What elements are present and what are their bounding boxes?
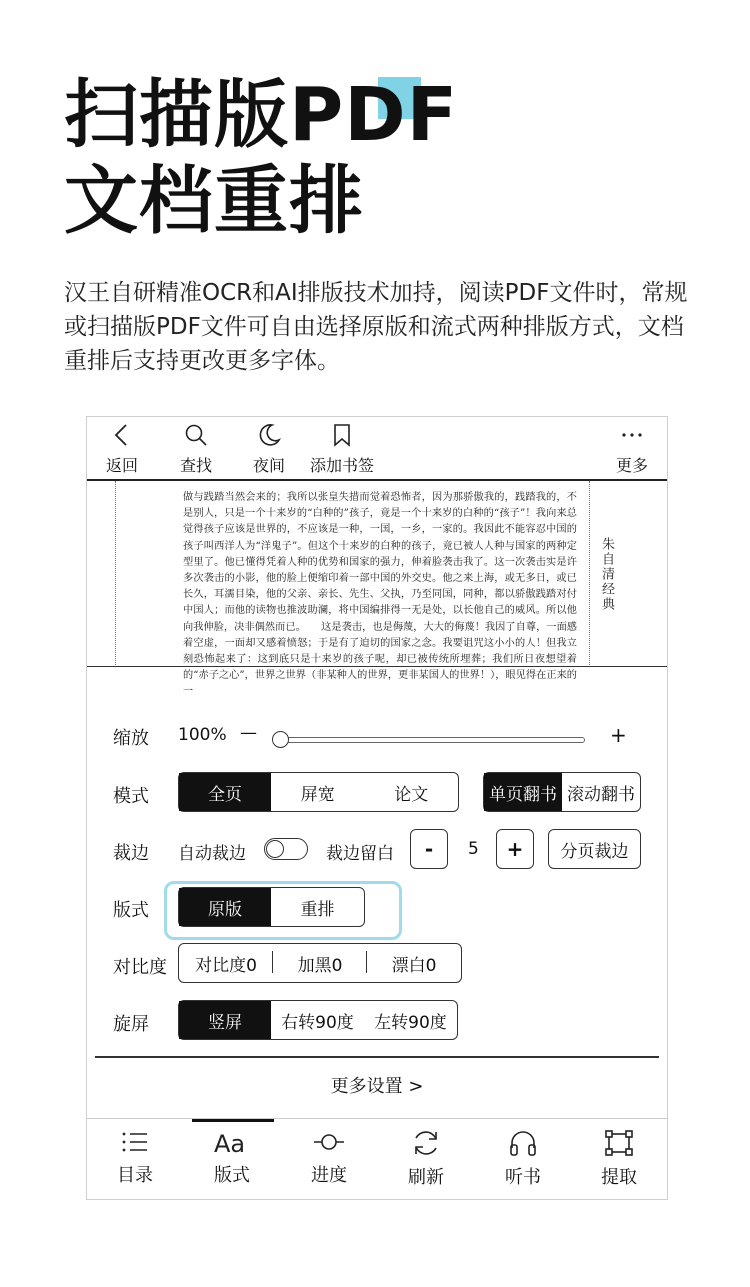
contrast-selector: [178, 943, 462, 983]
headphones-icon: [508, 1129, 538, 1157]
book-page-preview[interactable]: [87, 481, 667, 698]
nav-label-progress: 进度: [311, 1165, 347, 1186]
reader-toolbar: [87, 417, 667, 481]
intro-paragraph: 汉王自研精准OCR和AI排版技术加持，阅读PDF文件时，常规或扫描版PDF文件可自由选择原版和流式两种排版方式，文档重排后支持更改更多字体。: [64, 280, 688, 374]
split-page-crop-button[interactable]: 分页裁边: [548, 829, 641, 869]
more-button[interactable]: [607, 423, 657, 479]
auto-crop-toggle[interactable]: [264, 838, 308, 860]
nav-label-layout: 版式: [214, 1165, 250, 1186]
crop-margin-label: 裁边留白: [326, 844, 394, 864]
mode-option-paper[interactable]: 论文: [394, 784, 429, 805]
night-mode-button[interactable]: [244, 423, 294, 479]
nav-item-progress[interactable]: [281, 1119, 377, 1199]
progress-slider-icon: [313, 1129, 345, 1155]
crop-margin-increase-button[interactable]: +: [496, 829, 534, 869]
more-dots-icon: [620, 423, 644, 447]
zoom-slider-track[interactable]: [275, 737, 585, 743]
mode-option-screenwidth[interactable]: 屏宽: [300, 784, 335, 805]
zoom-label: 缩放: [113, 728, 149, 749]
darken-option[interactable]: 加黑0: [297, 955, 343, 976]
refresh-icon: [411, 1129, 441, 1157]
contrast-option[interactable]: 对比度0: [195, 955, 257, 976]
layout-label: 版式: [113, 900, 149, 921]
hero-title: [64, 72, 458, 244]
rotate-option-right90[interactable]: 右转90度: [281, 1012, 354, 1033]
layout-settings-panel: [87, 668, 667, 1058]
page-turn-selector: [483, 772, 641, 812]
layout-option-original[interactable]: 原版: [179, 888, 271, 926]
zoom-value: 100%: [178, 725, 227, 745]
rotate-selector: [178, 1000, 458, 1040]
hero-title-line2: 文档重排: [64, 158, 364, 244]
auto-crop-toggle-knob: [266, 840, 284, 858]
crop-margin-decrease-button[interactable]: -: [410, 829, 448, 869]
auto-crop-label: 自动裁边: [178, 844, 246, 864]
nav-item-listen[interactable]: [475, 1119, 571, 1199]
zoom-slider-handle[interactable]: [272, 731, 289, 748]
search-icon: [184, 423, 208, 447]
nav-label-refresh: 刷新: [408, 1167, 444, 1188]
page-margin-right: [589, 481, 590, 667]
moon-icon: [257, 423, 281, 447]
bottom-navigation: [87, 1119, 667, 1199]
page-margin-left: [115, 481, 116, 667]
search-label: 查找: [179, 456, 212, 475]
crop-label: 裁边: [113, 843, 149, 864]
single-page-option[interactable]: 单页翻书: [484, 773, 562, 811]
more-settings-link[interactable]: 更多设置 >: [330, 1076, 424, 1097]
scroll-page-option[interactable]: 滚动翻书: [567, 784, 635, 805]
running-title: 朱自清经典: [599, 537, 614, 612]
nav-label-extract: 提取: [601, 1167, 637, 1188]
nav-label-listen: 听书: [505, 1167, 541, 1188]
search-button[interactable]: [171, 423, 221, 479]
night-label: 夜间: [252, 456, 285, 475]
back-button[interactable]: [97, 423, 147, 479]
svg-text:Aa: Aa: [214, 1130, 246, 1158]
page-body-text: 做与践踏当然会来的；我所以张皇失措而觉着恐怖者，因为那骄傲我的，践踏我的，不是别人，只是一个十来岁的“白种的”孩子，竟是一个十来岁的白种的“孩子”！我向来总觉得孩子应该是世界的，不应该是一种，一国，一乡，一家的。我因此不能容忍中国的孩子叫西洋人为“洋鬼子”。但这个十来岁的白种的孩子，竟已被人人种与国家的两种定型里了。他已懂得凭着人种的优势和国家的强力，伸着脸袭击我了。这一次袭击实是许多次袭击的小影，他的脸上便缩印着一部中国的外交史。他之来上海，或无多日，或已长久，耳濡目染，他的父亲、亲长、先生、父执，乃至同国，同种，都以骄傲践踏对付中国人；而他的读物也推波助澜，将中国编排得一无是处，以长他自己的威风。所以他向我伸脸，决非偶然而已。 这是袭击，也是侮蔑，大大的侮蔑！我因了自尊，一面感着空虚，一面却又感着愤怒；于是有了迫切的国家之念。我要诅咒这小小的人！但我立刻恐怖起来了：这到底只是十来岁的孩子呢，却已被传统所埋葬；我们所日夜想望着的“赤子之心”，世界之世界（非某种人的世界，更非某国人的世界！），眼见得在正来的一: [183, 492, 577, 698]
nav-item-toc[interactable]: [87, 1119, 183, 1199]
add-bookmark-button[interactable]: [303, 423, 381, 479]
more-label: 更多: [615, 456, 648, 475]
settings-divider: [95, 1056, 659, 1058]
nav-label-toc: 目录: [117, 1165, 153, 1186]
page-bottom-line: [87, 666, 667, 667]
nav-item-extract[interactable]: [571, 1119, 667, 1199]
mode-selector: [178, 772, 459, 812]
ereader-screen: [86, 416, 668, 1200]
zoom-minus-button[interactable]: —: [240, 723, 257, 743]
layout-selector: [178, 887, 365, 927]
contrast-divider-1: [272, 951, 273, 973]
contrast-divider-2: [366, 951, 367, 973]
back-chevron-icon: [111, 423, 133, 447]
rotate-option-left90[interactable]: 左转90度: [374, 1012, 447, 1033]
mode-option-fullpage[interactable]: 全页: [179, 773, 271, 811]
nav-item-refresh[interactable]: [378, 1119, 474, 1199]
extract-crop-icon: [604, 1129, 634, 1157]
mode-label: 模式: [113, 786, 149, 807]
rotate-label: 旋屏: [113, 1014, 149, 1035]
bookmark-label: 添加书签: [309, 456, 374, 475]
crop-margin-value: 5: [468, 839, 479, 859]
hero-title-line1: 扫描版PDF: [64, 72, 459, 158]
bookmark-icon: [331, 423, 353, 447]
font-aa-icon: [214, 1129, 250, 1158]
nav-item-layout[interactable]: [184, 1119, 280, 1199]
back-label: 返回: [105, 456, 138, 475]
list-icon: [120, 1129, 150, 1155]
contrast-label: 对比度: [113, 957, 167, 978]
rotate-option-portrait[interactable]: 竖屏: [179, 1001, 271, 1039]
layout-option-reflow[interactable]: 重排: [300, 899, 335, 920]
whiten-option[interactable]: 漂白0: [391, 955, 437, 976]
zoom-plus-button[interactable]: +: [610, 723, 627, 747]
